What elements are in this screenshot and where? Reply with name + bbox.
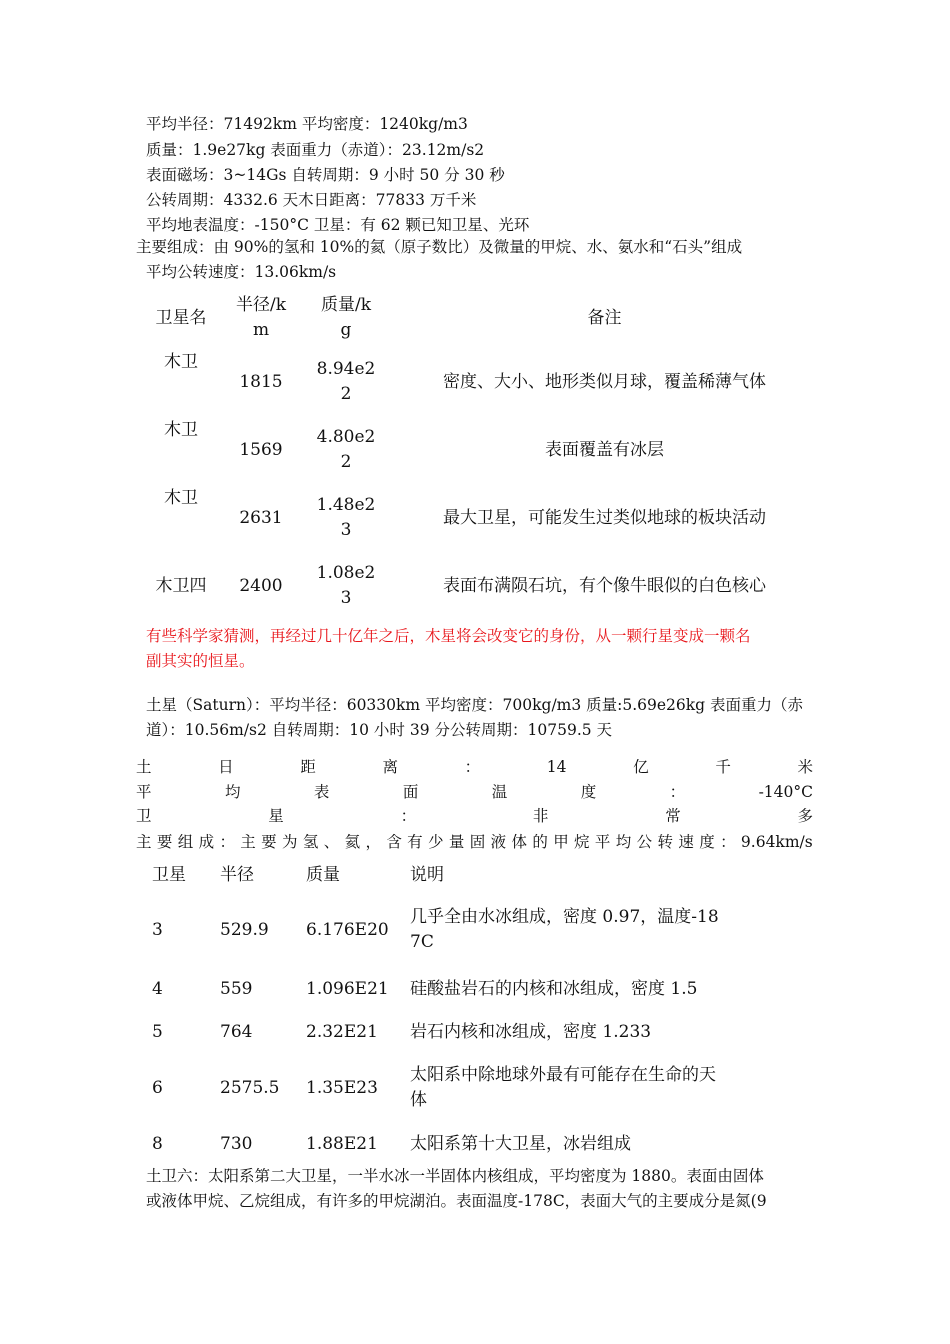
- table-cell: 2631: [239, 507, 283, 528]
- titan-paragraph-line-2: 或液体甲烷、乙烷组成，有许多的甲烷湖泊。表面温度-178C，表面大气的主要成分是氮(9: [146, 1192, 767, 1210]
- jupiter-orbit-distance: 公转周期：4332.6 天木日距离：77833 万千米: [146, 191, 477, 209]
- saturn-satellite-table: [136, 858, 776, 1166]
- jupiter-orbital-speed: 平均公转速度：13.06km/s: [146, 263, 337, 281]
- table-cell: 太阳系第十大卫星，冰岩组成: [410, 1133, 631, 1154]
- table-row: [136, 892, 776, 968]
- header-cell: 质量/k g: [320, 295, 372, 340]
- table-cell: 8.94e2 2: [316, 359, 376, 404]
- jupiter-magnetic-rotation: 表面磁场：3~14Gs 自转周期：9 小时 50 分 30 秒: [146, 166, 505, 184]
- table-cell: 表面布满陨石坑，有个像牛眼似的白色核心: [443, 575, 766, 596]
- header-cell: 质量: [306, 864, 340, 885]
- red-note-line-1: 有些科学家猜测，再经过几十亿年之后，木星将会改变它的身份，从一颗行星变成一颗名: [146, 627, 751, 645]
- table-row: [136, 1010, 776, 1054]
- table-cell: 764: [220, 1021, 253, 1042]
- table-cell: 529.9: [220, 919, 269, 940]
- table-cell: 6: [152, 1077, 163, 1098]
- header-cell: 半径: [220, 864, 254, 885]
- table-cell: 木卫四: [155, 575, 207, 596]
- jupiter-satellite-table: [136, 288, 813, 620]
- table-row: [136, 416, 813, 484]
- table-row: [136, 552, 813, 620]
- table-header-row: [136, 858, 776, 892]
- table-cell: 2.32E21: [306, 1021, 378, 1042]
- table-cell: 1.48e2 3: [316, 495, 376, 540]
- jupiter-mass-gravity: 质量：1.9e27kg 表面重力（赤道）：23.12m/s2: [146, 141, 485, 159]
- table-cell: 最大卫星，可能发生过类似地球的板块活动: [443, 507, 766, 528]
- table-cell: 太阳系中除地球外最有可能存在生命的天 体: [410, 1065, 716, 1110]
- table-row: [136, 1122, 776, 1166]
- saturn-info-line-1: 土星（Saturn）：平均半径：60330km 平均密度：700kg/m3 质量:5.69e26kg 表面重力（赤: [146, 696, 804, 714]
- table-header-row: [136, 288, 813, 348]
- table-cell: 木卫: [164, 488, 198, 508]
- table-row: [136, 968, 776, 1010]
- table-cell: 岩石内核和冰组成，密度 1.233: [410, 1021, 652, 1042]
- table-cell: 几乎全由水冰组成，密度 0.97，温度-18 7C: [410, 907, 719, 952]
- jupiter-temp-satellites: 平均地表温度：-150°C 卫星：有 62 颗已知卫星、光环: [146, 216, 530, 234]
- table-row: [136, 1054, 776, 1122]
- table-cell: 1.88E21: [306, 1133, 378, 1154]
- table-row: [136, 484, 813, 552]
- header-cell: 卫星: [152, 864, 186, 885]
- titan-paragraph-line-1: 土卫六：太阳系第二大卫星，一半水冰一半固体内核组成，平均密度为 1880。表面由固体: [146, 1167, 764, 1185]
- table-cell: 5: [152, 1021, 163, 1042]
- table-cell: 1.08e2 3: [316, 563, 376, 608]
- table-cell: 730: [220, 1133, 253, 1154]
- table-cell: 木卫: [164, 352, 198, 372]
- red-note-line-2: 副其实的恒星。: [146, 652, 255, 670]
- table-cell: 6.176E20: [306, 919, 389, 940]
- table-cell: 木卫: [164, 420, 198, 440]
- header-cell: 备注: [587, 307, 622, 328]
- table-cell: 1569: [239, 439, 283, 460]
- table-cell: 1.35E23: [306, 1077, 378, 1098]
- table-cell: 密度、大小、地形类似月球，覆盖稀薄气体: [443, 371, 766, 392]
- table-cell: 2400: [239, 575, 283, 596]
- table-cell: 2575.5: [220, 1077, 280, 1098]
- table-cell: 1.096E21: [306, 978, 389, 999]
- table-cell: 硅酸盐岩石的内核和冰组成，密度 1.5: [410, 978, 698, 999]
- table-cell: 4.80e2 2: [316, 427, 376, 472]
- table-cell: 3: [152, 919, 163, 940]
- header-cell: 说明: [410, 864, 444, 885]
- header-cell: 卫星名: [155, 307, 207, 328]
- table-cell: 8: [152, 1133, 163, 1154]
- jupiter-composition: 主要组成：由 90%的氢和 10%的氦（原子数比）及微量的甲烷、水、氨水和“石头”组成: [136, 238, 743, 256]
- table-cell: 1815: [239, 371, 283, 392]
- table-cell: 4: [152, 978, 163, 999]
- saturn-info-line-2: 道）：10.56m/s2 自转周期：10 小时 39 分公转周期：10759.5 天: [146, 721, 613, 739]
- saturn-satellites-line: 卫 星 ： 非 常 多: [136, 807, 813, 825]
- saturn-temperature-line: 平 均 表 面 温 度 ： -140°C: [136, 783, 813, 801]
- table-cell: 表面覆盖有冰层: [545, 439, 664, 460]
- saturn-distance-line: 土 日 距 离 ： 14 亿 千 米: [136, 758, 813, 776]
- table-row: [136, 348, 813, 416]
- jupiter-radius-density: 平均半径：71492km 平均密度：1240kg/m3: [146, 115, 468, 133]
- header-cell: 半径/k m: [235, 295, 287, 340]
- table-cell: 559: [220, 978, 253, 999]
- saturn-composition-line: 主 要 组 成 ： 主 要 为 氢 、 氦 ， 含 有 少 量 固 液 体 的 甲 烷 平 均 公 转 速 度 ： 9.64km/s: [136, 833, 813, 851]
